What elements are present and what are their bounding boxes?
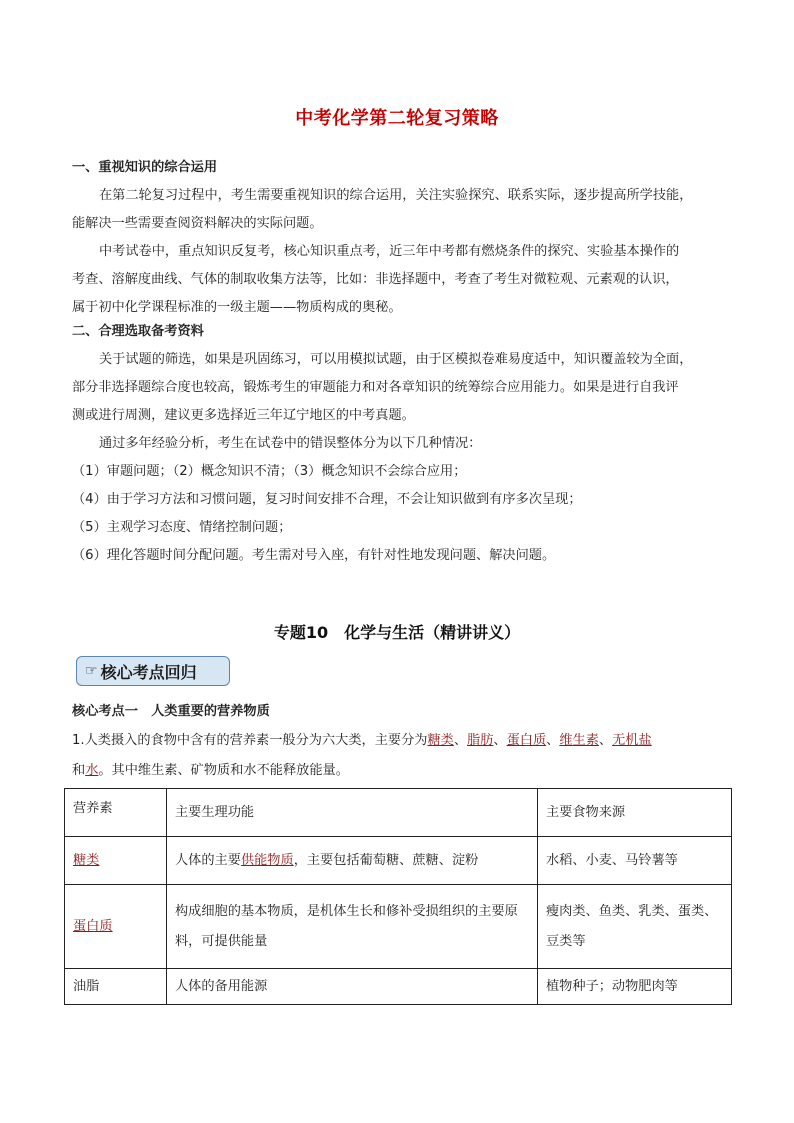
section-1 (72, 154, 732, 322)
nutrient-link[interactable]: 蛋白质 (73, 918, 113, 934)
table-row (65, 837, 732, 885)
table-cell: 瘦肉类、鱼类、乳类、蛋类、 豆类等 (538, 885, 732, 969)
nutrient-table (64, 788, 732, 1005)
section-1-paragraph-1-cont: 能解决一些需要查阅资料解决的实际问题。 (72, 216, 323, 231)
section-2-paragraph-1-line2: 部分非选择题综合度也较高，锻炼考生的审题能力和对各章知识的统筹综合应用能力。如果是进行自我评 (72, 380, 679, 395)
table-cell: 构成细胞的基本物质，是机体生长和修补受损组织的主要原 料，可提供能量 (167, 885, 538, 969)
table-cell: 人体的备用能源 (167, 969, 538, 1005)
error-item: （4）由于学习方法和习惯问题，复习时间安排不合理，不会让知识做到有序多次呈现； (72, 492, 582, 507)
badge-label: 核心考点回归 (100, 662, 197, 682)
section-2-paragraph-1: 关于试题的筛选，如果是巩固练习，可以用模拟试题，由于区模拟卷难易度适中，知识覆盖较为全面， (99, 352, 693, 367)
topic-title: 专题10 化学与生活（精讲讲义） (273, 623, 521, 642)
nutrient-link[interactable]: 糖类 (73, 852, 100, 868)
table-row (65, 969, 732, 1005)
section-2-paragraph-2: 通过多年经验分析，考生在试卷中的错误整体分为以下几种情况： (99, 436, 482, 451)
core-review-badge (76, 656, 230, 686)
section-1-paragraph-2-line2: 考查、溶解度曲线、气体的制取收集方法等，比如：非选择题中，考查了考生对微粒观、元素观的认识， (72, 272, 679, 287)
table-header-row (65, 789, 732, 837)
nutrient-link[interactable]: 蛋白质 (506, 733, 547, 748)
table-header: 主要食物来源 (538, 789, 732, 837)
document-title: 中考化学第二轮复习策略 (295, 108, 499, 129)
error-item: （1）审题问题；（2）概念知识不清；（3）概念知识不会综合应用； (72, 464, 467, 479)
nutrient-link[interactable]: 无机盐 (612, 733, 652, 748)
section-2 (72, 318, 732, 570)
table-cell: 水稻、小麦、马铃薯等 (538, 837, 732, 885)
table-row (65, 885, 732, 969)
core-point-1-intro-line2: 和水。其中维生素、矿物质和水不能释放能量。 (72, 763, 349, 778)
section-1-paragraph-2-line3: 属于初中化学课程标准的一级主题——物质构成的奥秘。 (72, 300, 402, 315)
section-1-heading: 一、重视知识的综合运用 (72, 160, 218, 175)
table-cell: 人体的主要供能物质，主要包括葡萄糖、蔗糖、淀粉 (167, 837, 538, 885)
section-1-paragraph-1: 在第二轮复习过程中，考生需要重视知识的综合运用，关注实验探究、联系实际，逐步提高所学技能， (99, 188, 693, 203)
table-cell: 油脂 (65, 969, 167, 1005)
table-cell (65, 837, 167, 885)
table-header: 营养素 (65, 789, 167, 837)
pointing-hand-icon: ☞ (85, 663, 98, 679)
table-cell (65, 885, 167, 969)
error-item: （5）主观学习态度、情绪控制问题； (72, 520, 292, 535)
core-point-1-heading: 核心考点一 人类重要的营养物质 (72, 704, 270, 719)
nutrient-link[interactable]: 脂肪 (467, 733, 494, 748)
section-2-heading: 二、合理选取备考资料 (72, 324, 204, 339)
energy-substance-link[interactable]: 供能物质 (240, 852, 294, 868)
section-1-paragraph-2: 中考试卷中，重点知识反复考，核心知识重点考，近三年中考都有燃烧条件的探究、实验基本操作的 (99, 244, 680, 259)
nutrient-link[interactable]: 维生素 (559, 733, 599, 748)
error-item: （6）理化答题时间分配问题。考生需对号入座，有针对性地发现问题、解决问题。 (72, 548, 556, 563)
core-point-1 (72, 698, 732, 786)
core-point-1-intro: 1.人类摄入的食物中含有的营养素一般分为六大类，主要分为糖类、脂肪、蛋白质、维生素、无机盐 (72, 733, 652, 748)
section-2-paragraph-1-line3: 测或进行周测，建议更多选择近三年辽宁地区的中考真题。 (72, 408, 415, 423)
nutrient-link[interactable]: 水 (85, 763, 99, 778)
nutrient-link[interactable]: 糖类 (427, 733, 454, 748)
table-header: 主要生理功能 (167, 789, 538, 837)
table-cell: 植物种子；动物肥肉等 (538, 969, 732, 1005)
